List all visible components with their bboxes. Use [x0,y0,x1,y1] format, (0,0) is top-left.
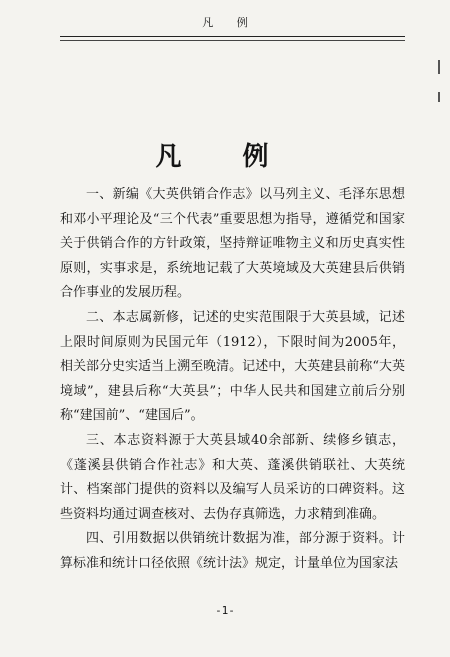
paragraph-1: 一、新编《大英供销合作志》以马列主义、毛泽东思想和邓小平理论及“三个代表”重要思想为指导，遵循党和国家关于供销合作的方针政策，坚持辩证唯物主义和历史真实性原则，实事求是，系统地记载了大英境域及大英建县后供销合作事业的发展历程。 [60,187,405,301]
page-title: 凡 例 [155,142,295,172]
paragraph-3: 三、本志资料源于大英县域40余部新、续修乡镇志，《蓬溪县供销合作社志》和大英、蓬溪供销联社、大英统计、档案部门提供的资料以及编写人员采访的口碑资料。这些资料均通过调查核对、去伪存真筛选，力求精到准确。 [60,432,405,522]
body-text [60,183,405,577]
header-rule [60,36,405,37]
scan-mark [438,60,440,74]
header-rule-thin [60,40,405,41]
page-number: -1- [215,604,235,617]
paragraph-4: 四、引用数据以供销统计数据为准，部分源于资料。计算标准和统计口径依照《统计法》规定，计量单位为国家法 [60,531,405,571]
running-header: 凡 例 [202,16,258,29]
paragraph-2: 二、本志属新修，记述的史实范围限于大英县域，记述上限时间原则为民国元年（1912），下限时间为2005年，相关部分史实适当上溯至晚清。记述中，大英建县前称“大英境域”，建县后称“大英县”；中华人民共和国建立前后分别称“建国前”、“建国后”。 [60,309,405,424]
scan-mark [438,92,440,102]
